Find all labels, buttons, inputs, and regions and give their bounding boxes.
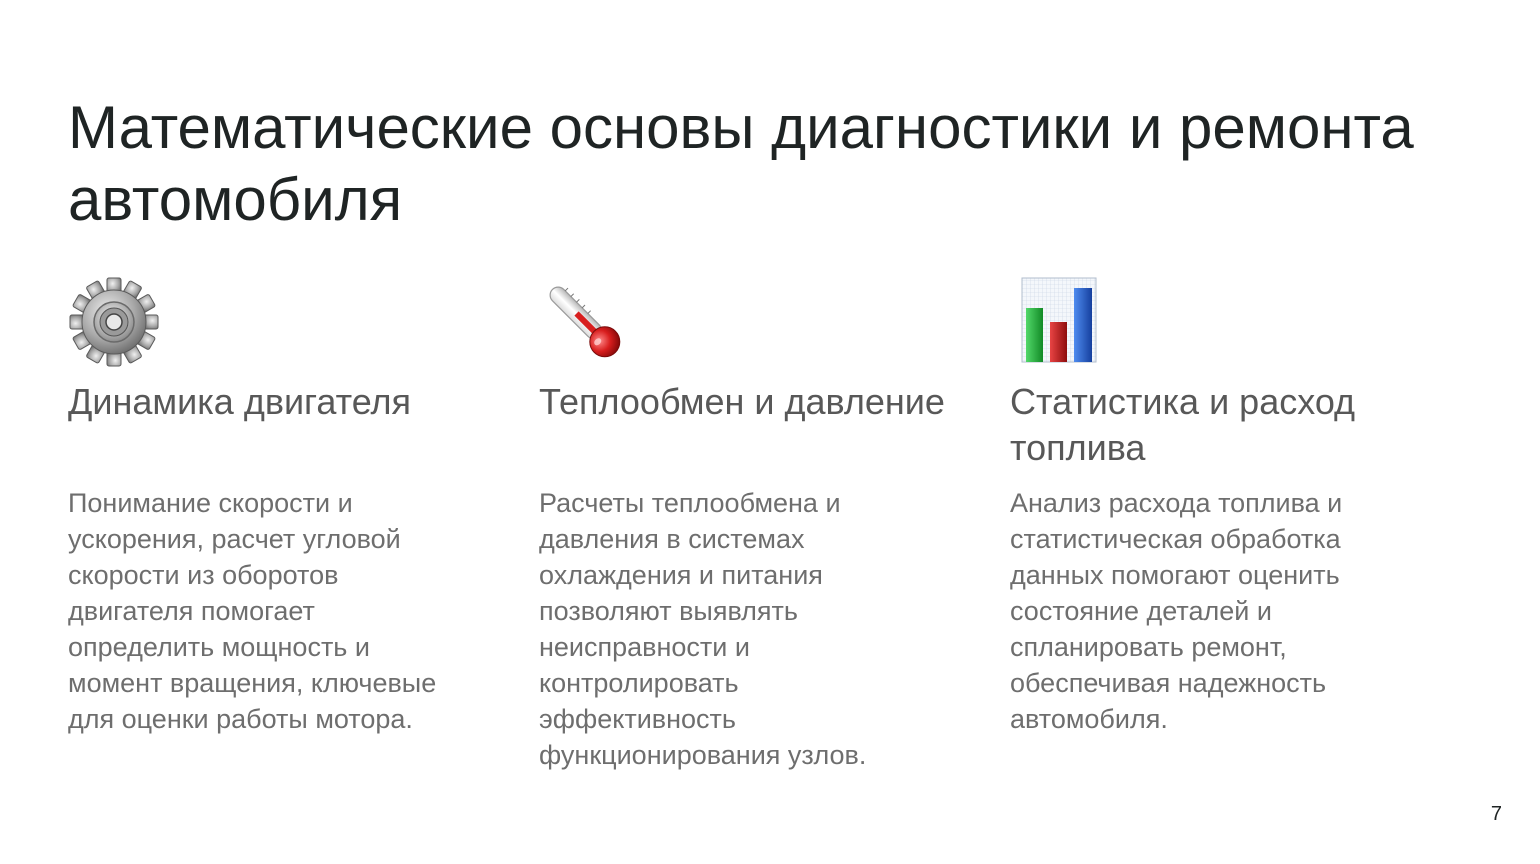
statistics-fuel-text: Анализ расхода топлива и статистическая обработка данных помогают оценить состояние деталей и спланировать ремонт, обеспечивая надежность автомобиля. [1010, 488, 1343, 734]
feature-column-heat-pressure [539, 276, 979, 770]
page-number: 7 [1490, 803, 1502, 825]
slide-title: Математические основы диагностики и ремонта автомобиля [68, 94, 1414, 233]
thermometer-icon [539, 276, 631, 368]
feature-column-engine-dynamics [68, 276, 508, 734]
bar-chart-icon [1010, 276, 1102, 368]
engine-dynamics-heading: Динамика двигателя [68, 381, 412, 422]
engine-dynamics-text: Понимание скорости и ускорения, расчет угловой скорости из оборотов двигателя помогает определить мощность и момент вращения, ключевые для оценки работы мотора. [68, 488, 437, 734]
feature-column-statistics-fuel [1010, 276, 1480, 734]
statistics-fuel-heading: Статистика и расход топлива [1010, 381, 1356, 468]
heat-pressure-text: Расчеты теплообмена и давления в системах охлаждения и питания позволяют выявлять неисправности и контролировать эффективность функционирования узлов. [539, 488, 867, 770]
heat-pressure-heading: Теплообмен и давление [539, 381, 945, 422]
gear-icon [68, 276, 160, 368]
